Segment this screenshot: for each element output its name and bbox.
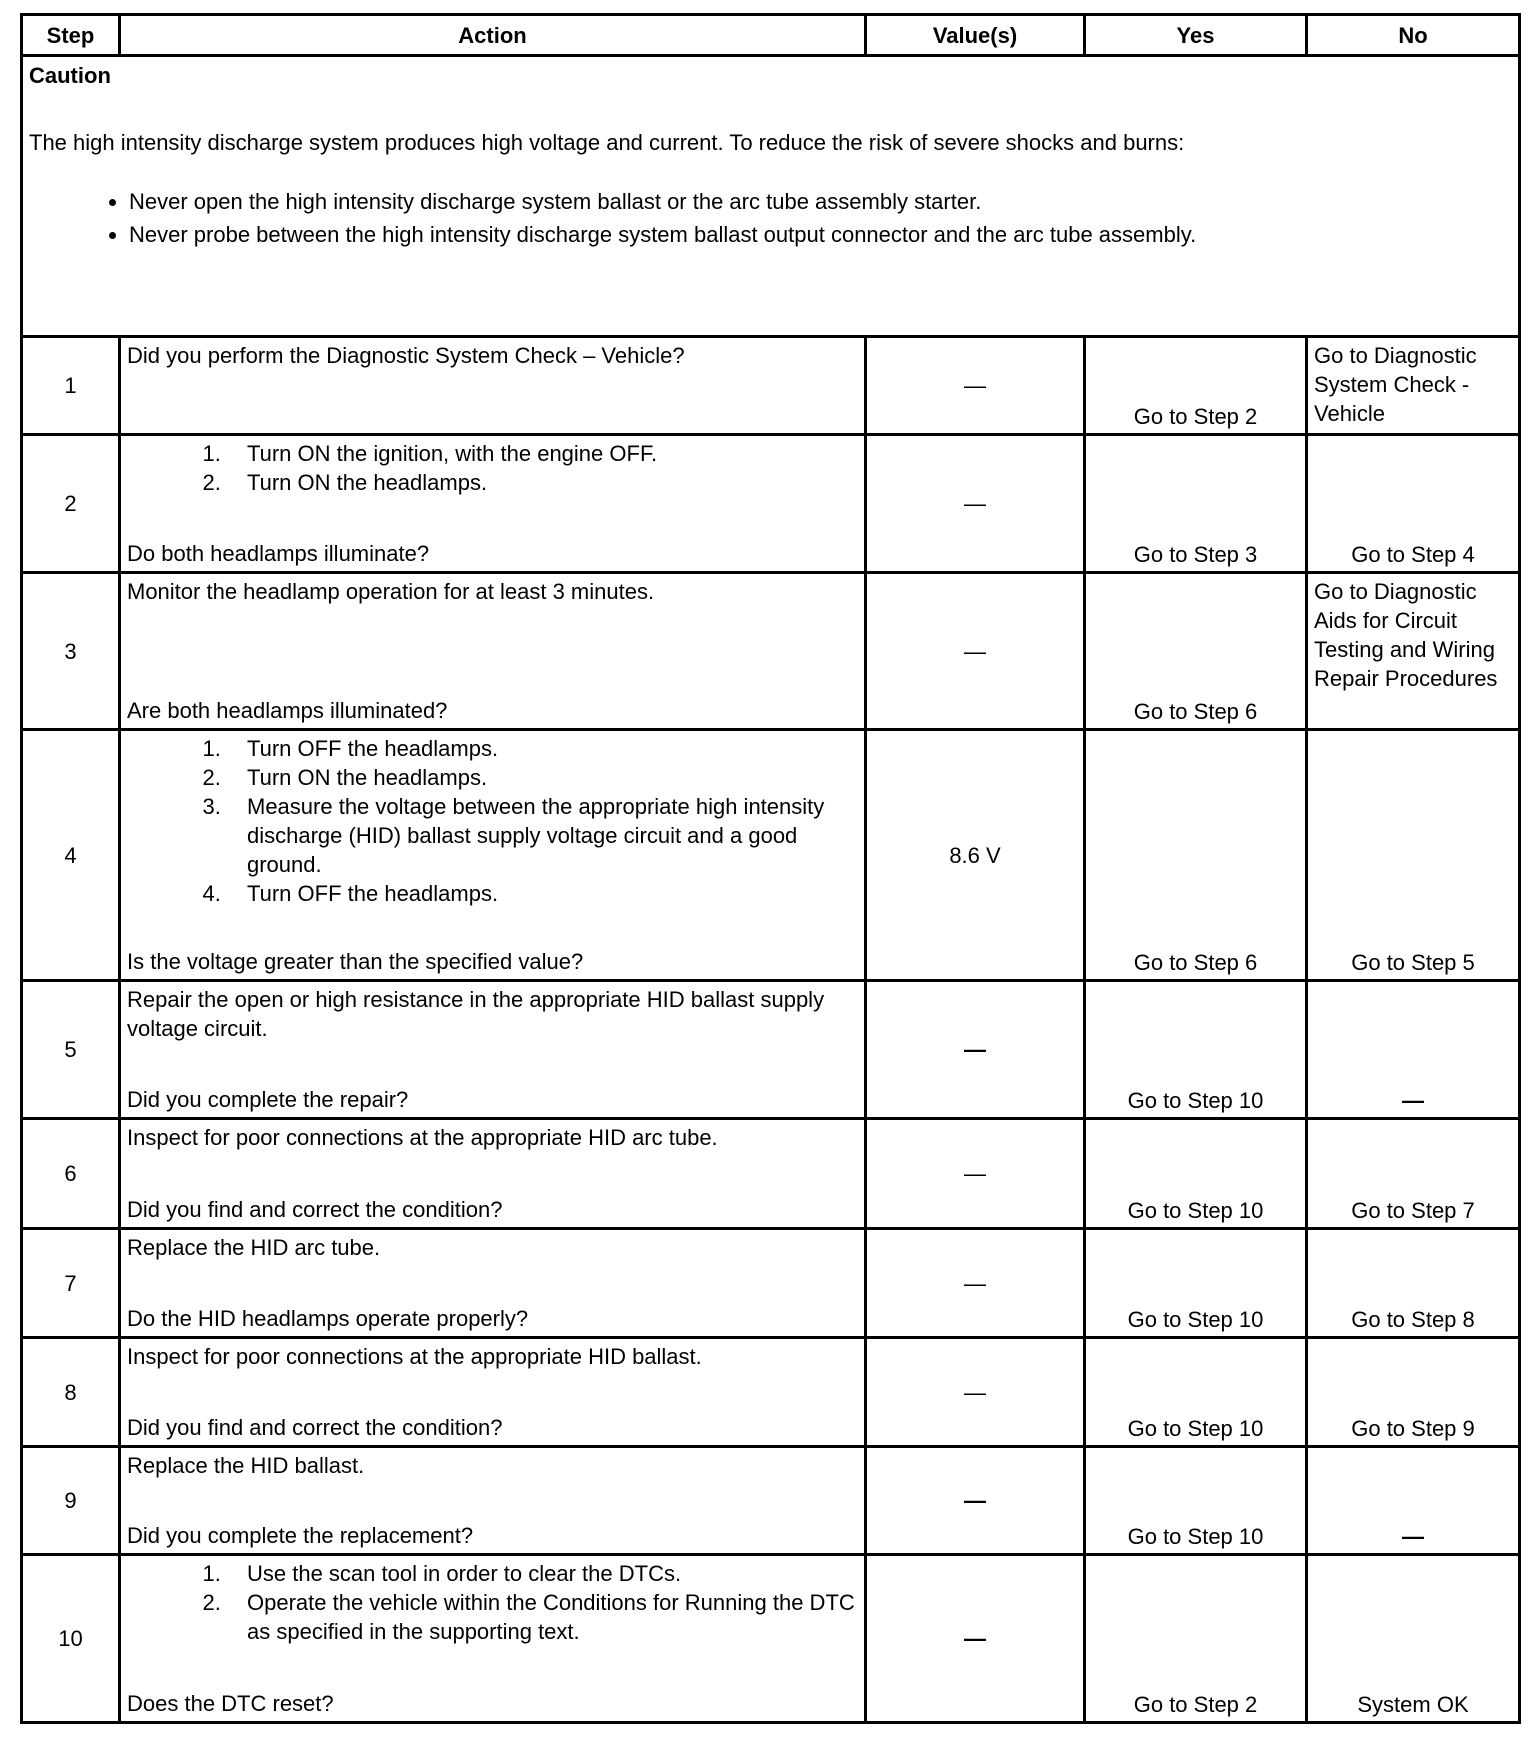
header-no: No (1307, 15, 1520, 56)
step-number: 7 (22, 1229, 120, 1338)
no-cell: Go to Step 5 (1307, 730, 1520, 981)
action-text: Inspect for poor connections at the appropriate HID arc tube. (127, 1125, 718, 1150)
caution-bullet: • Never probe between the high intensity discharge system ballast output connector and the arc tube assembly. (129, 220, 1512, 249)
caution-bullet: • Never open the high intensity discharge system ballast or the arc tube assembly starter. (129, 187, 1512, 216)
action-cell (120, 730, 866, 981)
header-yes: Yes (1085, 15, 1307, 56)
action-steps (127, 439, 858, 497)
yes-cell: Go to Step 6 (1085, 573, 1307, 730)
no-cell: System OK (1307, 1555, 1520, 1723)
action-cell (120, 1229, 866, 1338)
yes-cell: Go to Step 10 (1085, 1119, 1307, 1229)
yes-cell: Go to Step 2 (1085, 337, 1307, 435)
value-cell: — (866, 981, 1085, 1119)
action-text: Replace the HID ballast. (127, 1453, 365, 1478)
caution-text: The high intensity discharge system produces high voltage and current. To reduce the risk of severe shocks and burns: (29, 130, 1185, 155)
value-cell: — (866, 1119, 1085, 1229)
action-cell (120, 337, 866, 435)
action-text: Replace the HID arc tube. (127, 1235, 381, 1260)
no-cell: — (1307, 1447, 1520, 1555)
action-cell (120, 1555, 866, 1723)
action-step: 1. Use the scan tool in order to clear the DTCs. (227, 1559, 858, 1588)
value-cell: 8.6 V (866, 730, 1085, 981)
action-step: 3. Measure the voltage between the appropriate high intensity discharge (HID) ballast supply voltage circuit and a good ground. (227, 792, 858, 879)
action-cell (120, 981, 866, 1119)
value-cell: — (866, 337, 1085, 435)
step-number: 3 (22, 573, 120, 730)
no-cell: Go to Diagnostic System Check - Vehicle (1307, 337, 1520, 435)
step-number: 1 (22, 337, 120, 435)
table-row (22, 730, 1520, 981)
table-row (22, 1447, 1520, 1555)
table-row (22, 1555, 1520, 1723)
step-number: 4 (22, 730, 120, 981)
step-number: 9 (22, 1447, 120, 1555)
caution-bullets (29, 187, 1512, 249)
header-row (22, 15, 1520, 56)
value-cell: — (866, 573, 1085, 730)
yes-cell: Go to Step 10 (1085, 981, 1307, 1119)
diagnostic-table (20, 13, 1521, 1724)
action-cell (120, 1447, 866, 1555)
table-row (22, 573, 1520, 730)
action-text: Monitor the headlamp operation for at least 3 minutes. (127, 579, 655, 604)
action-step: 2. Turn ON the headlamps. (227, 468, 858, 497)
header-values: Value(s) (866, 15, 1085, 56)
yes-cell: Go to Step 10 (1085, 1229, 1307, 1338)
no-cell: Go to Step 8 (1307, 1229, 1520, 1338)
action-text: Inspect for poor connections at the appropriate HID ballast. (127, 1344, 702, 1369)
no-cell: Go to Step 9 (1307, 1338, 1520, 1447)
no-cell: Go to Diagnostic Aids for Circuit Testing and Wiring Repair Procedures (1307, 573, 1520, 730)
action-step: 4. Turn OFF the headlamps. (227, 879, 858, 908)
header-action: Action (120, 15, 866, 56)
action-step: 2. Operate the vehicle within the Conditions for Running the DTC as specified in the supporting text. (227, 1588, 858, 1646)
yes-cell: Go to Step 10 (1085, 1447, 1307, 1555)
caution-row (22, 56, 1520, 337)
action-question: Do the HID headlamps operate properly? (127, 1306, 529, 1331)
action-step: 1. Turn ON the ignition, with the engine OFF. (227, 439, 858, 468)
action-question: Did you complete the replacement? (127, 1523, 474, 1548)
action-text: Did you perform the Diagnostic System Check – Vehicle? (127, 343, 685, 368)
no-cell: Go to Step 4 (1307, 435, 1520, 573)
action-cell (120, 1338, 866, 1447)
action-question: Are both headlamps illuminated? (127, 698, 448, 723)
step-number: 8 (22, 1338, 120, 1447)
value-cell: — (866, 1447, 1085, 1555)
action-steps (127, 1559, 858, 1646)
action-question: Did you find and correct the condition? (127, 1197, 503, 1222)
action-question: Do both headlamps illuminate? (127, 541, 430, 566)
value-cell: — (866, 435, 1085, 573)
table-row (22, 1119, 1520, 1229)
caution-title: Caution (29, 63, 111, 88)
action-steps (127, 734, 858, 908)
action-cell (120, 435, 866, 573)
action-step: 1. Turn OFF the headlamps. (227, 734, 858, 763)
no-cell: — (1307, 981, 1520, 1119)
table-row (22, 337, 1520, 435)
yes-cell: Go to Step 10 (1085, 1338, 1307, 1447)
header-step: Step (22, 15, 120, 56)
action-question: Did you find and correct the condition? (127, 1415, 503, 1440)
yes-cell: Go to Step 2 (1085, 1555, 1307, 1723)
step-number: 6 (22, 1119, 120, 1229)
action-question: Does the DTC reset? (127, 1691, 334, 1716)
table-row (22, 435, 1520, 573)
caution-cell (22, 56, 1520, 337)
table-row (22, 1338, 1520, 1447)
value-cell: — (866, 1229, 1085, 1338)
action-step: 2. Turn ON the headlamps. (227, 763, 858, 792)
action-text: Repair the open or high resistance in the appropriate HID ballast supply voltage circuit. (127, 987, 825, 1041)
action-cell (120, 573, 866, 730)
no-cell: Go to Step 7 (1307, 1119, 1520, 1229)
step-number: 2 (22, 435, 120, 573)
value-cell: — (866, 1338, 1085, 1447)
yes-cell: Go to Step 3 (1085, 435, 1307, 573)
table-row (22, 981, 1520, 1119)
action-question: Did you complete the repair? (127, 1087, 409, 1112)
action-cell (120, 1119, 866, 1229)
yes-cell: Go to Step 6 (1085, 730, 1307, 981)
table-row (22, 1229, 1520, 1338)
step-number: 10 (22, 1555, 120, 1723)
value-cell: — (866, 1555, 1085, 1723)
action-question: Is the voltage greater than the specified value? (127, 949, 584, 974)
step-number: 5 (22, 981, 120, 1119)
